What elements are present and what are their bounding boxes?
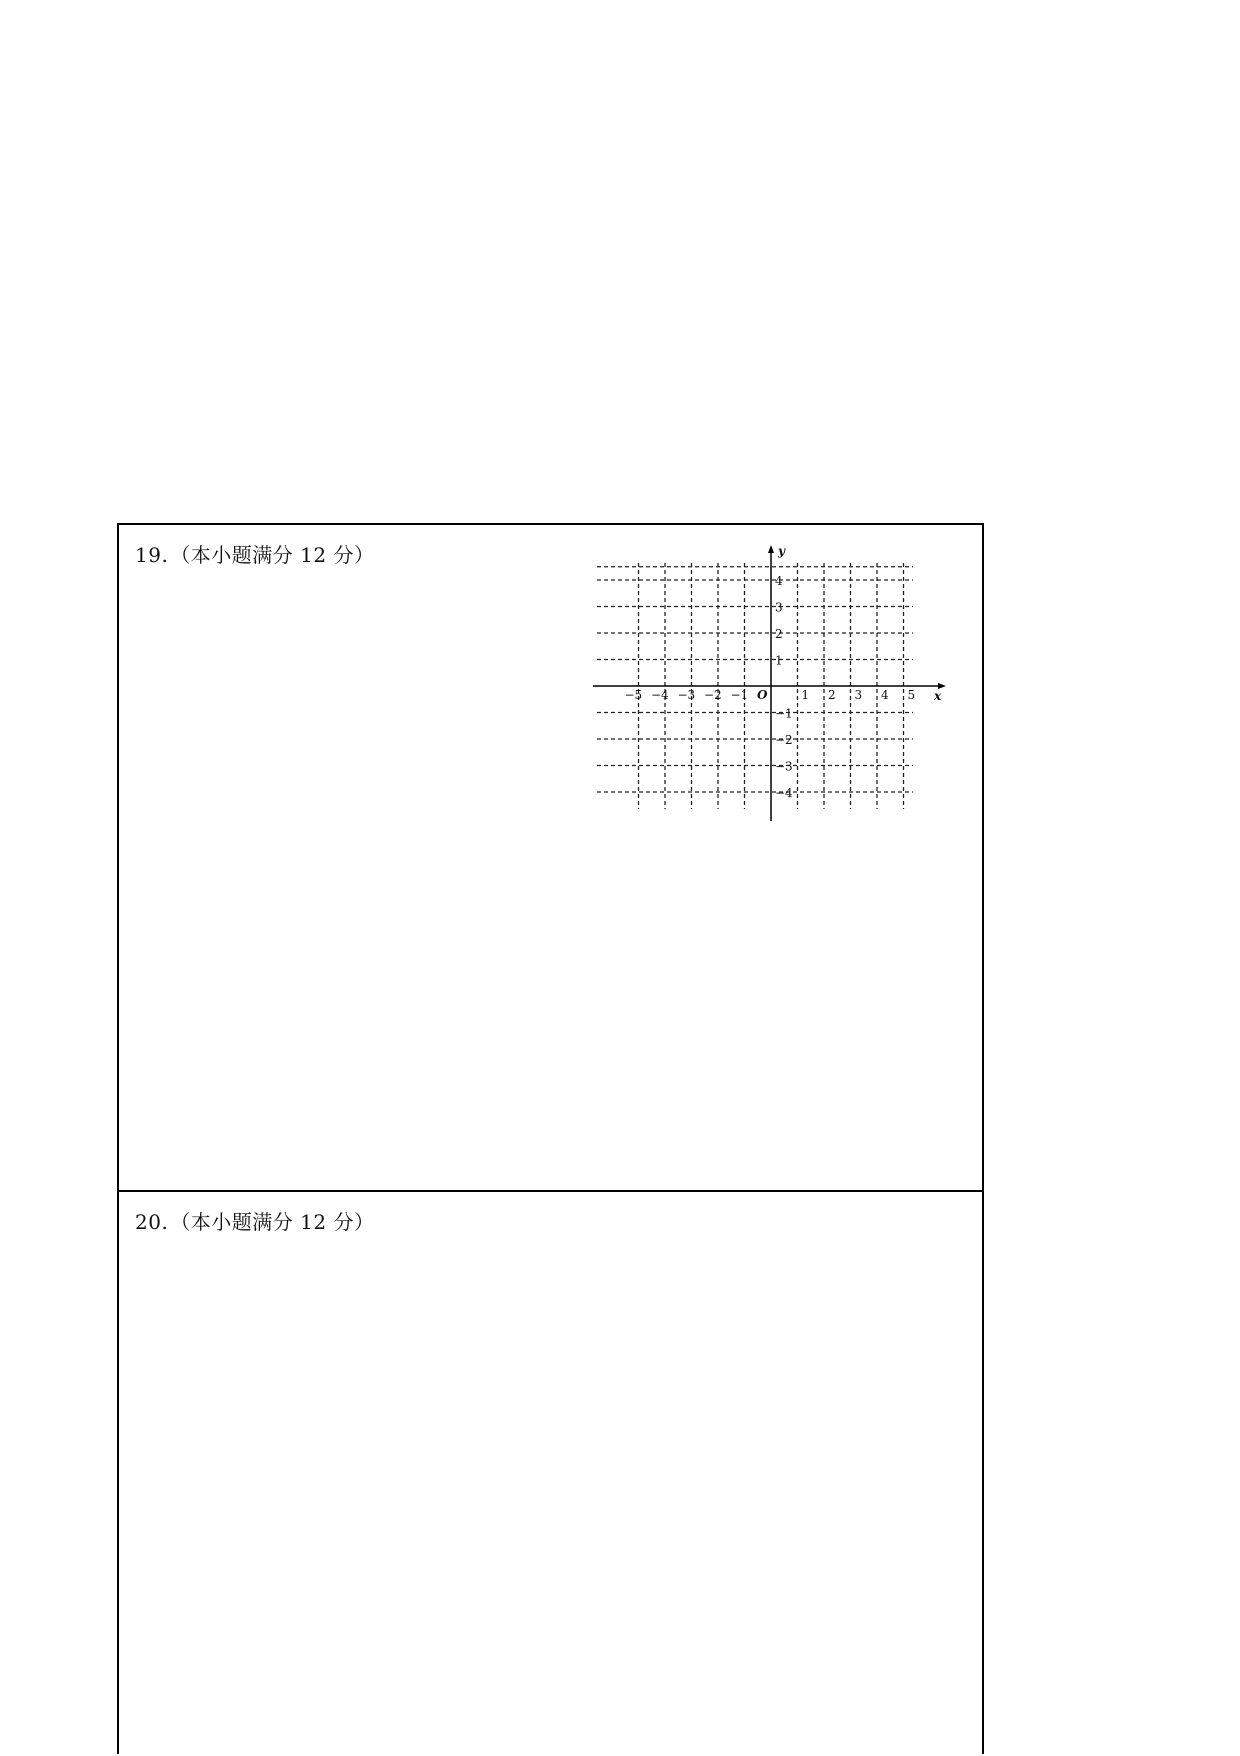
- y-tick-label: 2: [775, 627, 783, 641]
- axes: [593, 545, 946, 821]
- x-tick-label: −1: [730, 688, 749, 702]
- x-tick-label: 5: [907, 688, 916, 702]
- question-19-number: 19.: [135, 543, 169, 567]
- question-19-points: （本小题满分 12 分）: [170, 543, 375, 567]
- y-axis-label: y: [778, 544, 785, 558]
- x-tick-label: −5: [624, 688, 643, 702]
- y-tick-label: 4: [775, 574, 783, 588]
- question-20-header: [135, 1206, 374, 1235]
- question-20-number: 20.: [135, 1210, 169, 1234]
- answer-sheet: [117, 523, 984, 1754]
- x-tick-label: 2: [828, 688, 836, 702]
- x-tick-label: 4: [881, 688, 889, 702]
- question-19-box: [119, 525, 982, 1192]
- origin-label: O: [757, 688, 768, 702]
- y-tick-label: 3: [775, 600, 783, 615]
- coordinate-grid: [593, 545, 973, 865]
- question-20-box: [119, 1192, 982, 1756]
- y-tick-label: −2: [775, 733, 793, 747]
- x-tick-label: −4: [651, 688, 669, 702]
- x-tick-label: −2: [704, 688, 722, 702]
- y-tick-label: 1: [775, 653, 783, 668]
- question-19-header: [135, 539, 374, 568]
- x-axis-label: x: [934, 689, 942, 703]
- y-axis-arrow: [768, 545, 774, 553]
- question-20-points: （本小题满分 12 分）: [170, 1210, 375, 1234]
- x-tick-label: 3: [854, 688, 863, 702]
- x-tick-label: 1: [801, 688, 810, 702]
- y-tick-label: −3: [775, 759, 793, 774]
- x-tick-label: −3: [677, 688, 696, 702]
- y-tick-label: −4: [775, 786, 793, 800]
- y-tick-label: −1: [775, 706, 793, 721]
